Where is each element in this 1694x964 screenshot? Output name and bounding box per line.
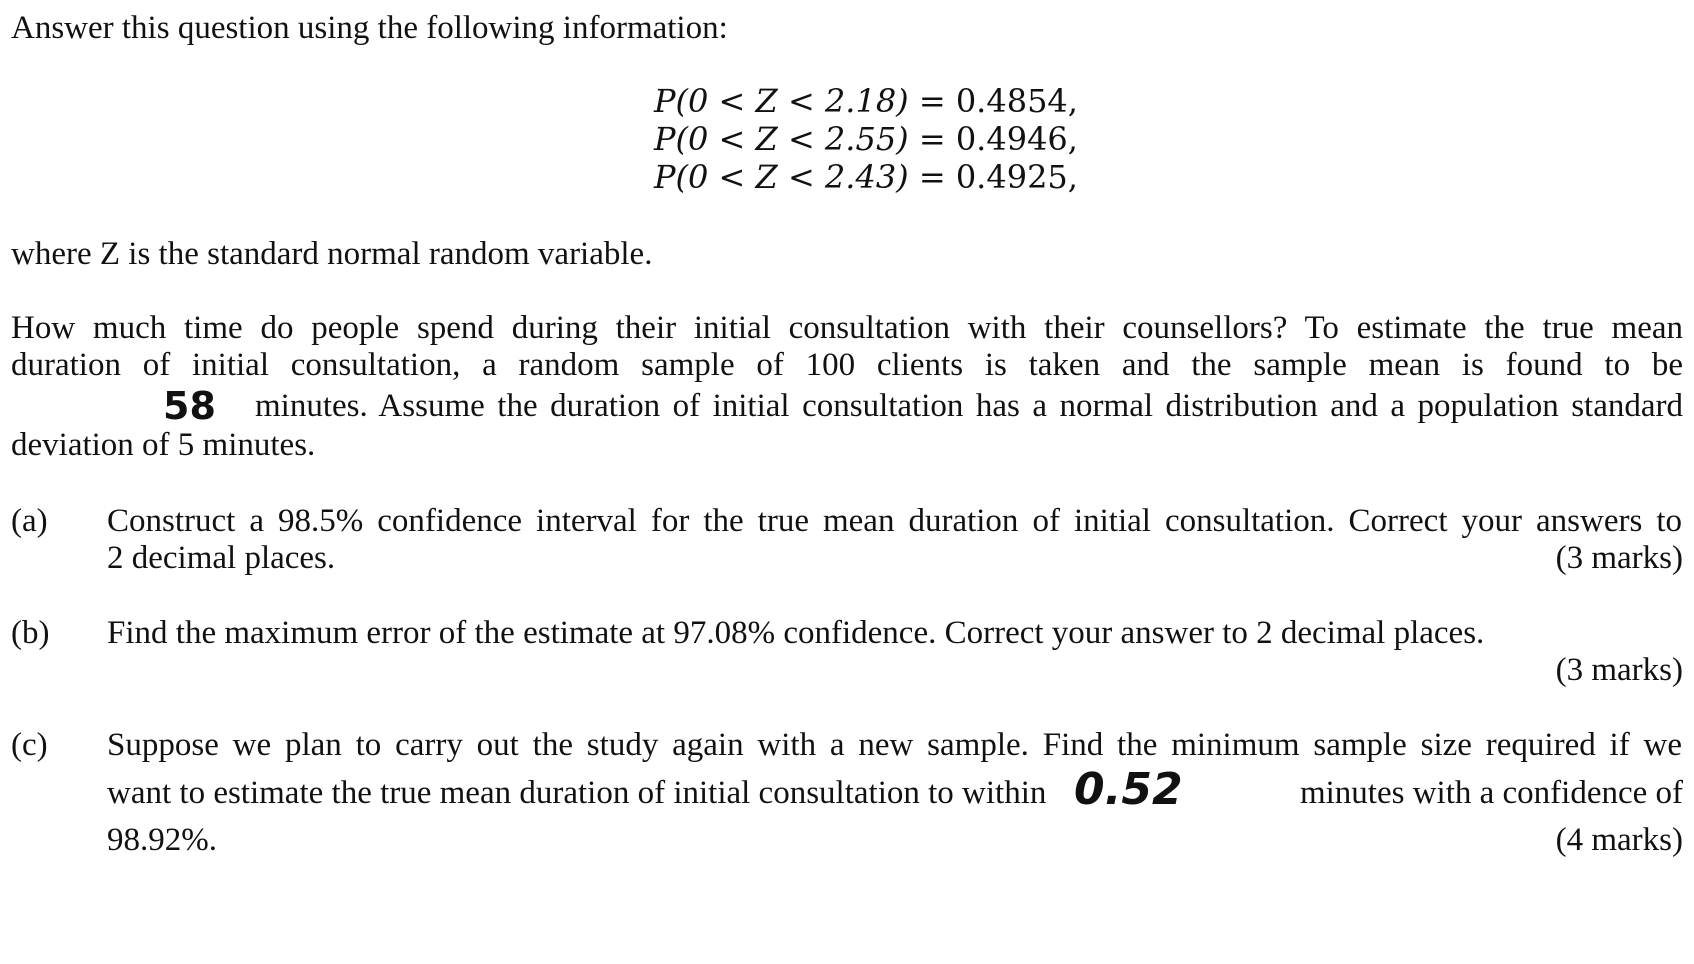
part-a-marks: (3 marks) <box>1555 540 1683 576</box>
formula-3-lhs: P(0 < Z < 2.43) <box>654 158 909 196</box>
intro-text: Answer this question using the following information: <box>11 10 728 46</box>
formula-2-lhs: P(0 < Z < 2.55) <box>654 120 909 158</box>
formula-1-lhs: P(0 < Z < 2.18) <box>654 82 909 120</box>
formula-line-1 <box>654 81 1078 122</box>
formula-1-rhs: = 0.4854, <box>918 82 1078 120</box>
where-text: where Z is the standard normal random variable. <box>11 236 653 272</box>
scenario-line-1: How much time do people spend during their initial consultation with their counsellors? To estimate the true mean <box>11 310 1683 346</box>
part-c-line-2-end: minutes with a confidence of <box>1299 775 1683 811</box>
scenario-line-3: minutes. Assume the duration of initial consultation has a normal distribution and a population standard <box>255 388 1683 424</box>
part-b-label: (b) <box>11 615 50 651</box>
handwritten-error-bound: 0.52 <box>1074 764 1183 815</box>
scenario-line-2: duration of initial consultation, a random sample of 100 clients is taken and the sample mean is found to be <box>11 347 1683 383</box>
formula-line-3 <box>654 157 1078 198</box>
part-a-line-1: Construct a 98.5% confidence interval for the true mean duration of initial consultation. Correct your answers to <box>107 503 1682 539</box>
part-b-line-1: Find the maximum error of the estimate at 97.08% confidence. Correct your answer to 2 decimal places. <box>107 615 1485 651</box>
part-c-marks: (4 marks) <box>1555 822 1683 858</box>
part-c-line-3: 98.92%. <box>107 822 217 858</box>
part-c-line-1: Suppose we plan to carry out the study again with a new sample. Find the minimum sample size required if we <box>107 727 1682 763</box>
part-b-marks: (3 marks) <box>1555 652 1683 688</box>
part-a-label: (a) <box>11 503 48 539</box>
part-c-label: (c) <box>11 727 48 763</box>
formula-3-rhs: = 0.4925, <box>918 158 1078 196</box>
part-a-line-2: 2 decimal places. <box>107 540 336 576</box>
scenario-line-4: deviation of 5 minutes. <box>11 427 316 463</box>
formula-line-2 <box>654 119 1078 160</box>
part-c-line-2-start: want to estimate the true mean duration of initial consultation to within <box>107 775 1047 811</box>
formula-2-rhs: = 0.4946, <box>918 120 1078 158</box>
handwritten-sample-mean: 58 <box>163 384 216 428</box>
